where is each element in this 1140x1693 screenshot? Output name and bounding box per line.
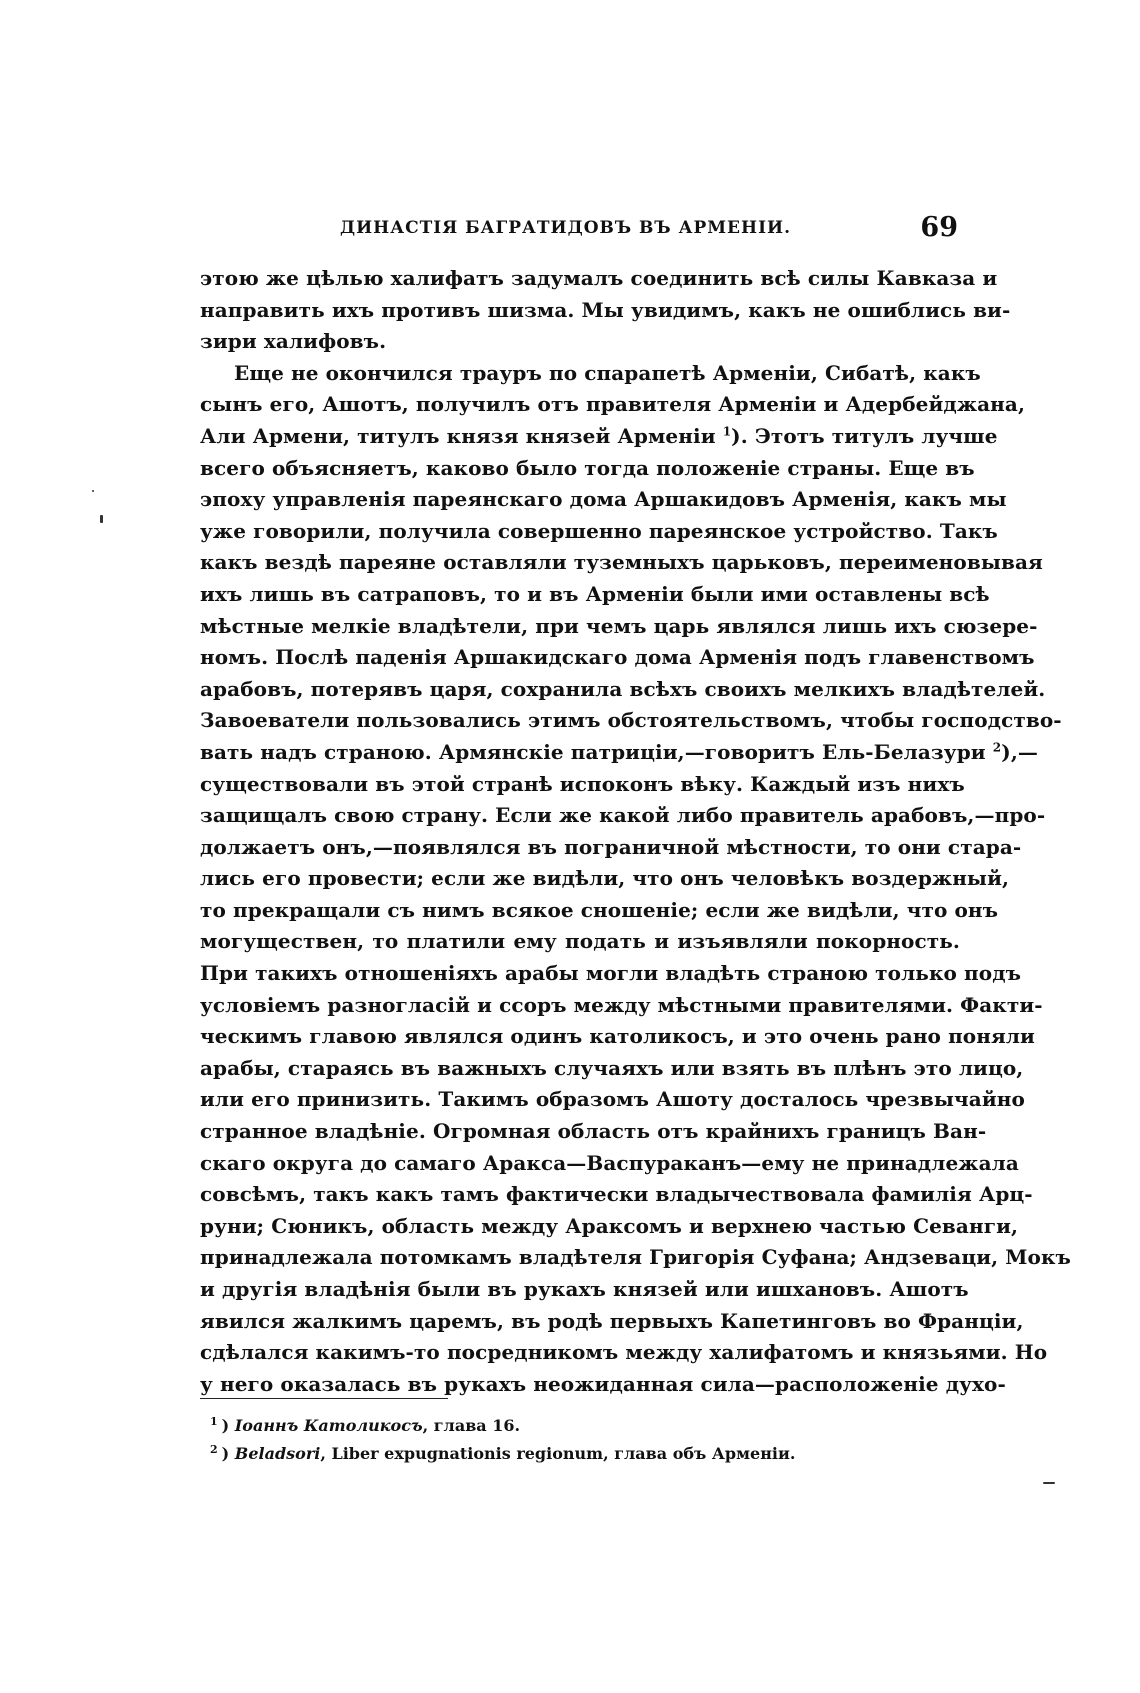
text-segment: ). Этотъ титулъ лучше [731, 423, 998, 448]
scan-speck [100, 515, 103, 523]
footnote-author: Beladsori [234, 1444, 321, 1463]
text-line: арабы, стараясь въ важныхъ случаяхъ или взять въ плѣнъ это лицо, [200, 1055, 1024, 1080]
scan-speck [92, 490, 94, 492]
footnote-2: $^2$ ) Beladsori, Liber expugnationis regionum, глава объ Арменіи. [210, 1442, 796, 1463]
text-line: ихъ лишь въ сатраповъ, то и въ Арменіи были ими оставлены всѣ [200, 581, 990, 606]
footnote-divider [200, 1398, 448, 1399]
text-line: защищалъ свою страну. Если же какой либо правитель арабовъ,—про- [200, 803, 1046, 828]
body-text [200, 263, 1071, 1400]
text-line: принадлежала потомкамъ владѣтеля Григорія Суфана; Андзеваци, Мокъ [200, 1245, 1071, 1270]
text-segment: ),— [1001, 739, 1038, 764]
text-line: должаетъ онъ,—появлялся въ пограничной мѣстности, то они стара- [200, 834, 1022, 859]
text-line: При такихъ отношеніяхъ арабы могли владѣть страною только подъ [200, 961, 1022, 986]
footnote-mark: 1 [210, 1414, 218, 1428]
text-line: совсѣмъ, такъ какъ тамъ фактически владычествовала фамилія Арц- [200, 1182, 1033, 1207]
scan-speck [1043, 1482, 1055, 1484]
running-title: ДИНАСТІЯ БАГРАТИДОВЪ ВЪ АРМЕНІИ. [340, 218, 791, 238]
footnote-1: $^1$ ) Іоаннъ Католикосъ, глава 16. [210, 1414, 521, 1435]
text-line: явился жалкимъ царемъ, въ родѣ первыхъ Капетинговъ во Франціи, [200, 1308, 1024, 1333]
footnote-author: Іоаннъ Католикосъ [234, 1416, 423, 1435]
text-line: скаго округа до самаго Аракса—Васпураканъ—ему не принадлежала [200, 1150, 1019, 1175]
text-line: ческимъ главою являлся одинъ католикосъ, и это очень рано поняли [200, 1024, 1035, 1049]
text-line: уже говорили, получила совершенно пареянское устройство. Такъ [200, 518, 998, 543]
text-line: арабовъ, потерявъ царя, сохранила всѣхъ своихъ мелкихъ владѣтелей. [200, 676, 1046, 701]
text-line: Еще не окончился трауръ по спарапетѣ Арменіи, Сибатѣ, какъ [234, 360, 981, 385]
text-line: или его принизить. Такимъ образомъ Ашоту досталось чрезвычайно [200, 1087, 1025, 1112]
text-line: зири халифовъ. [200, 329, 387, 354]
text-segment: вать надъ страною. Армянскіе патриціи,—говоритъ Ель-Белазури [200, 739, 986, 764]
text-line: сынъ его, Ашотъ, получилъ отъ правителя Арменіи и Адербейджана, [200, 392, 1026, 417]
text-line-with-footnote-ref [200, 737, 1038, 769]
text-line: номъ. Послѣ паденія Аршакидскаго дома Арменія подъ главенствомъ [200, 645, 1035, 670]
page-number: 69 [920, 212, 958, 243]
text-line-with-footnote-ref [200, 421, 998, 453]
text-line: и другія владѣнія были въ рукахъ князей или ишхановъ. Ашотъ [200, 1277, 969, 1301]
text-line: Завоеватели пользовались этимъ обстоятельствомъ, чтобы господство- [200, 708, 1062, 733]
text-line: направить ихъ противъ шизма. Мы увидимъ, какъ не ошиблись ви- [200, 297, 1011, 322]
footnote-mark: 2 [210, 1442, 218, 1456]
footnote-text: , глава 16. [422, 1416, 521, 1435]
text-line: то прекращали съ нимъ всякое сношеніе; если же видѣли, что онъ [200, 897, 999, 922]
text-line: руни; Сюникъ, область между Араксомъ и верхнею частью Севанги, [200, 1213, 1019, 1238]
running-head [200, 212, 960, 252]
text-line: у него оказалась въ рукахъ неожиданная сила—расположеніе духо- [200, 1371, 1006, 1396]
text-line: сдѣлался какимъ-то посредникомъ между халифатомъ и князьями. Но [200, 1340, 1048, 1365]
text-line: мѣстные мелкіе владѣтели, при чемъ царь являлся лишь ихъ сюзере- [200, 613, 1038, 638]
text-segment: Али Армени, титулъ князя князей Арменіи [200, 423, 716, 448]
footnotes [210, 1412, 970, 1468]
text-line: этою же цѣлью халифатъ задумалъ соединить всѣ силы Кавказа и [200, 266, 998, 290]
text-line: странное владѣніе. Огромная область отъ крайнихъ границъ Ван- [200, 1119, 987, 1144]
text-line: могуществен, то платили ему подать и изъявляли покорность. [200, 929, 960, 954]
footnote-ref-1: 1 [722, 424, 732, 439]
text-line: существовали въ этой странѣ испоконъ вѣку. Каждый изъ нихъ [200, 771, 965, 796]
text-line: эпоху управленія пареянскаго дома Аршакидовъ Арменія, какъ мы [200, 487, 1007, 512]
text-line: всего объясняетъ, каково было тогда положеніе страны. Еще въ [200, 455, 975, 480]
footnote-ref-2: 2 [992, 740, 1002, 755]
text-line: какъ вездѣ пареяне оставляли туземныхъ царьковъ, переименовывая [200, 550, 1043, 575]
text-line: лись его провести; если же видѣли, что онъ человѣкъ воздержный, [200, 866, 1010, 891]
text-line: условіемъ разногласій и ссоръ между мѣстными правителями. Факти- [200, 992, 1043, 1017]
footnote-text: , Liber expugnationis regionum, глава объ Арменіи. [320, 1444, 796, 1463]
